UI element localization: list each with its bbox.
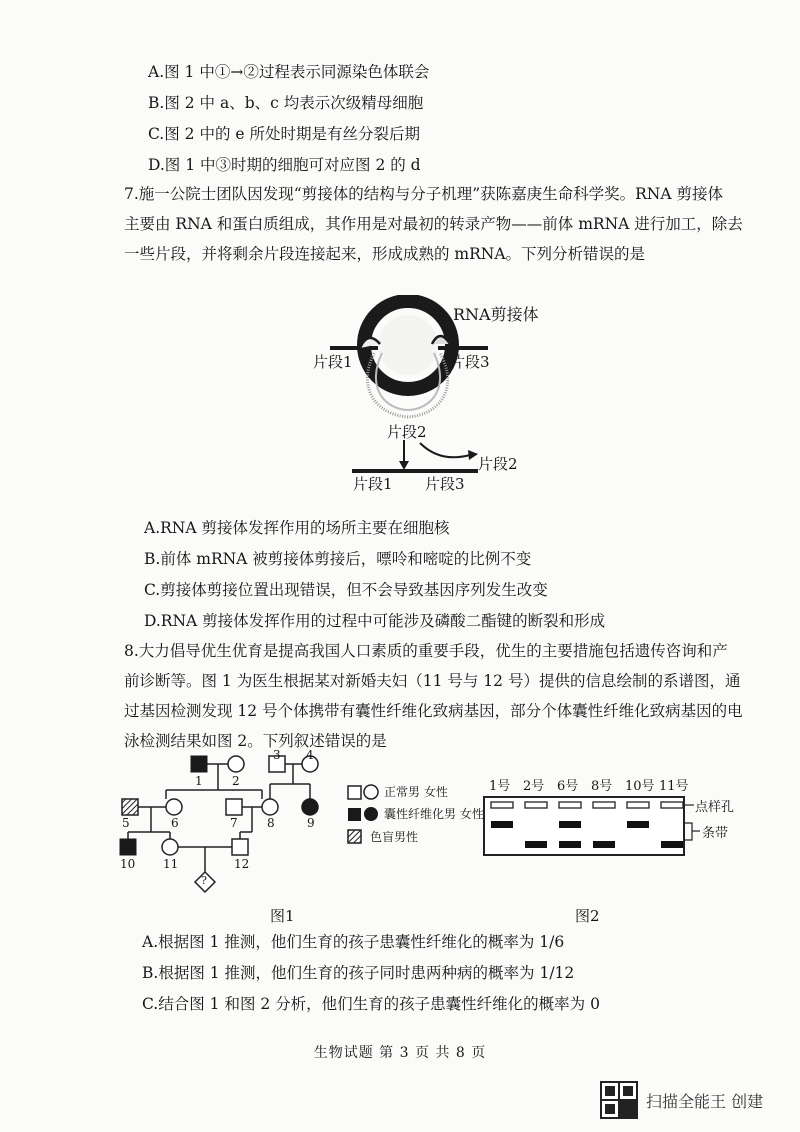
gel-well [627, 802, 649, 808]
q7-stem-line-1: 7.施一公院士团队因发现“剪接体的结构与分子机理”获陈嘉庚生命科学奖。RNA 剪接体 [124, 185, 723, 203]
figure1-caption: 图1 [270, 907, 295, 925]
gel-band [491, 821, 513, 828]
page-footer: 生物试题 第 3 页 共 8 页 [313, 1045, 487, 1061]
gel-lane-label: 2号 [523, 779, 545, 794]
q8-stem-line-4: 泳检测结果如图 2。下列叙述错误的是 [124, 732, 387, 750]
pedigree-id-6: 6 [171, 816, 179, 830]
gel-band [559, 821, 581, 828]
q7-option-d: D.RNA 剪接体发挥作用的过程中可能涉及磷酸二酯键的断裂和形成 [144, 612, 606, 630]
q6-option-b: B.图 2 中 a、b、c 均表示次级精母细胞 [148, 94, 424, 112]
figure2-caption: 图2 [575, 907, 600, 925]
gel-band [593, 841, 615, 848]
spliceosome-label: RNA剪接体 [453, 305, 539, 324]
gel-band [661, 841, 683, 848]
spliceosome-figure [300, 295, 560, 500]
q7-option-b: B.前体 mRNA 被剪接体剪接后，嘌呤和嘧啶的比例不变 [144, 550, 532, 568]
gel-well [593, 802, 615, 808]
gel-band [525, 841, 547, 848]
gel-well [559, 802, 581, 808]
q8-stem-line-2: 前诊断等。图 1 为医生根据某对新婚夫妇（11 号与 12 号）提供的信息绘制的系谱图，通 [124, 672, 741, 690]
q7-option-a: A.RNA 剪接体发挥作用的场所主要在细胞核 [144, 519, 450, 537]
segment2-out-label: 片段2 [478, 455, 518, 473]
legend-cystic-fibrosis: 囊性纤维化男 女性 [384, 807, 484, 821]
gel-svg [480, 775, 750, 860]
pedigree-id-7: 7 [230, 816, 238, 830]
pedigree-id-1: 1 [195, 774, 203, 788]
pedigree-id-10: 10 [120, 857, 136, 871]
segment3-label: 片段3 [450, 353, 490, 371]
q8-stem-line-3: 过基因检测发现 12 号个体携带有囊性纤维化致病基因，部分个体囊性纤维化致病基因的电 [124, 702, 743, 720]
pedigree-id-11: 11 [163, 857, 179, 871]
q7-stem-line-2: 主要由 RNA 和蛋白质组成，其作用是对最初的转录产物——前体 mRNA 进行加工，除去 [124, 215, 743, 233]
segment2-label: 片段2 [387, 423, 427, 441]
pedigree-id-12: 12 [234, 857, 250, 871]
legend-colorblind: 色盲男性 [370, 830, 419, 844]
mature-segment3-label: 片段3 [425, 475, 465, 493]
q8-option-a: A.根据图 1 推测，他们生育的孩子患囊性纤维化的概率为 1/6 [142, 933, 565, 951]
gel-well [525, 802, 547, 808]
q7-stem-line-3: 一些片段，并将剩余片段连接起来，形成成熟的 mRNA。下列分析错误的是 [124, 245, 646, 263]
qr-code-icon [600, 1081, 638, 1119]
wells-label: 点样孔 [695, 800, 735, 815]
pedigree-id-3: 3 [273, 748, 281, 762]
bands-label: 条带 [702, 826, 729, 841]
q6-option-a: A.图 1 中①→②过程表示同源染色体联会 [148, 63, 430, 81]
pedigree-id-4: 4 [306, 748, 314, 762]
gel-lane-label: 10号 [625, 779, 655, 794]
gel-lane-label: 11号 [659, 779, 689, 794]
gel-well [491, 802, 513, 808]
scanner-watermark [600, 1080, 790, 1120]
q6-option-c: C.图 2 中的 e 所处时期是有丝分裂后期 [148, 125, 420, 143]
q8-option-c: C.结合图 1 和图 2 分析，他们生育的孩子患囊性纤维化的概率为 0 [142, 995, 600, 1013]
legend-normal: 正常男 女性 [384, 785, 448, 799]
gel-band [559, 841, 581, 848]
pedigree-unknown-child: ? [201, 874, 207, 887]
mature-segment1-label: 片段1 [353, 475, 393, 493]
q7-option-c: C.剪接体剪接位置出现错误，但不会导致基因序列发生改变 [144, 581, 548, 599]
segment1-label: 片段1 [313, 353, 353, 371]
gel-lane-label: 8号 [591, 779, 613, 794]
gel-band [627, 821, 649, 828]
pedigree-id-5: 5 [122, 816, 130, 830]
gel-lane-label: 6号 [557, 779, 579, 794]
q6-option-d: D.图 1 中③时期的细胞可对应图 2 的 d [148, 156, 421, 174]
gel-well [661, 802, 683, 808]
q8-stem-line-1: 8.大力倡导优生优育是提高我国人口素质的重要手段，优生的主要措施包括遗传咨询和产 [124, 642, 728, 660]
gel-lane-label: 1号 [489, 779, 511, 794]
pedigree-id-9: 9 [307, 816, 315, 830]
gel-figure [480, 775, 750, 860]
pedigree-id-2: 2 [232, 774, 240, 788]
pedigree-id-8: 8 [267, 816, 275, 830]
q8-option-b: B.根据图 1 推测，他们生育的孩子同时患两种病的概率为 1/12 [142, 964, 575, 982]
scanner-brand-text: 扫描全能王 创建 [646, 1091, 764, 1111]
pedigree-chart [110, 748, 484, 902]
